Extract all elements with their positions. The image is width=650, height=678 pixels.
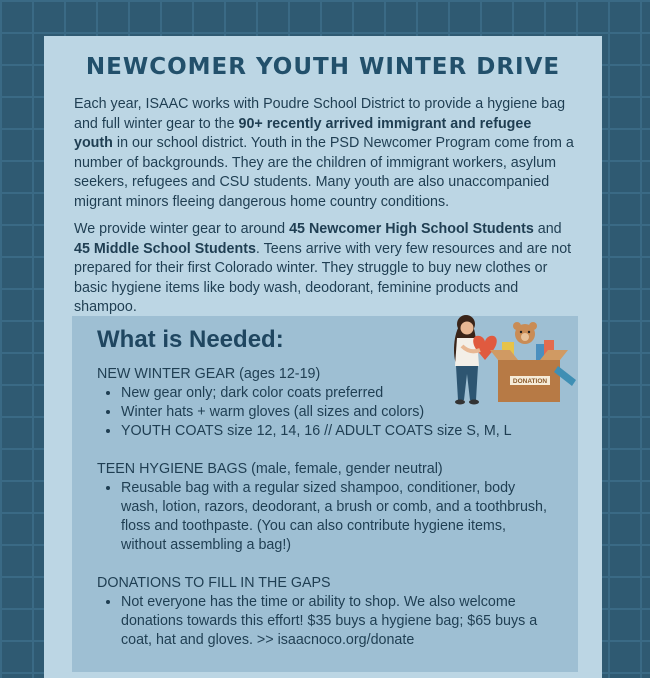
intro-p2-text-b: and [533,221,562,237]
list-item: • Not everyone has the time or ability to shop. We also welcome donations towards this effort! $35 buys a hygiene bag; $65 buys a coat, hat and gloves. >> isaacnoco.org/donate [121,593,552,650]
intro-p2-highlight-2: 45 Middle School Students [74,240,256,257]
flyer-panel [44,36,602,678]
list-item: • Winter hats + warm gloves (all sizes and colors) [121,403,552,422]
intro-p1-highlight: 90+ recently arrived immigrant and refugee youth [74,115,532,151]
donation-label: DONATION [512,378,548,385]
section-winter-gear [97,365,552,441]
section-hygiene-bags [97,460,552,555]
bullet-list [97,384,552,441]
intro-p2-highlight-1: 45 Newcomer High School Students [289,221,534,237]
intro-paragraph-1 [74,95,574,212]
section-donations [97,574,552,650]
intro-p1-text-b: in our school district. Youth in the PSD Newcomer Program come from a number of backgrounds. They are the children of immigrant workers, asylum seekers, refugees and CSU students. Many youth are also unaccompanied migrant minors fleeing dangerous home country conditions. [74,135,574,210]
section-header: DONATIONS TO FILL IN THE GAPS [97,575,331,591]
section-header: TEEN HYGIENE BAGS (male, female, gender neutral) [97,461,443,477]
intro-paragraph-2 [74,220,574,318]
list-item: • YOUTH COATS size 12, 14, 16 // ADULT COATS size S, M, L [121,422,552,441]
intro-p1-text-a: Each year, ISAAC works with Poudre School District to provide a hygiene bag and full winter gear to the [74,96,566,132]
list-item: • Reusable bag with a regular sized shampoo, conditioner, body wash, lotion, razors, deodorant, a brush or comb, and a toothbrush, floss and toothpaste. (You can also contribute hygiene items, without assembling a bag!) [121,479,552,555]
intro-p2-text-a: We provide winter gear to around [74,221,290,237]
list-item: • New gear only; dark color coats preferred [121,384,552,403]
intro-p2-text-c: . Teens arrive with very few resources and are not prepared for their first Colorado winter. They struggle to buy new clothes or basic hygiene items like body wash, deodorant, feminine products and shampoo. [74,240,572,315]
bullet-list [97,479,552,555]
section-header: NEW WINTER GEAR (ages 12-19) [97,366,321,382]
needed-title: What is Needed: [97,326,284,353]
page-title: NEWCOMER YOUTH WINTER DRIVE [85,54,561,80]
needed-box [72,316,578,672]
bullet-list [97,593,552,650]
